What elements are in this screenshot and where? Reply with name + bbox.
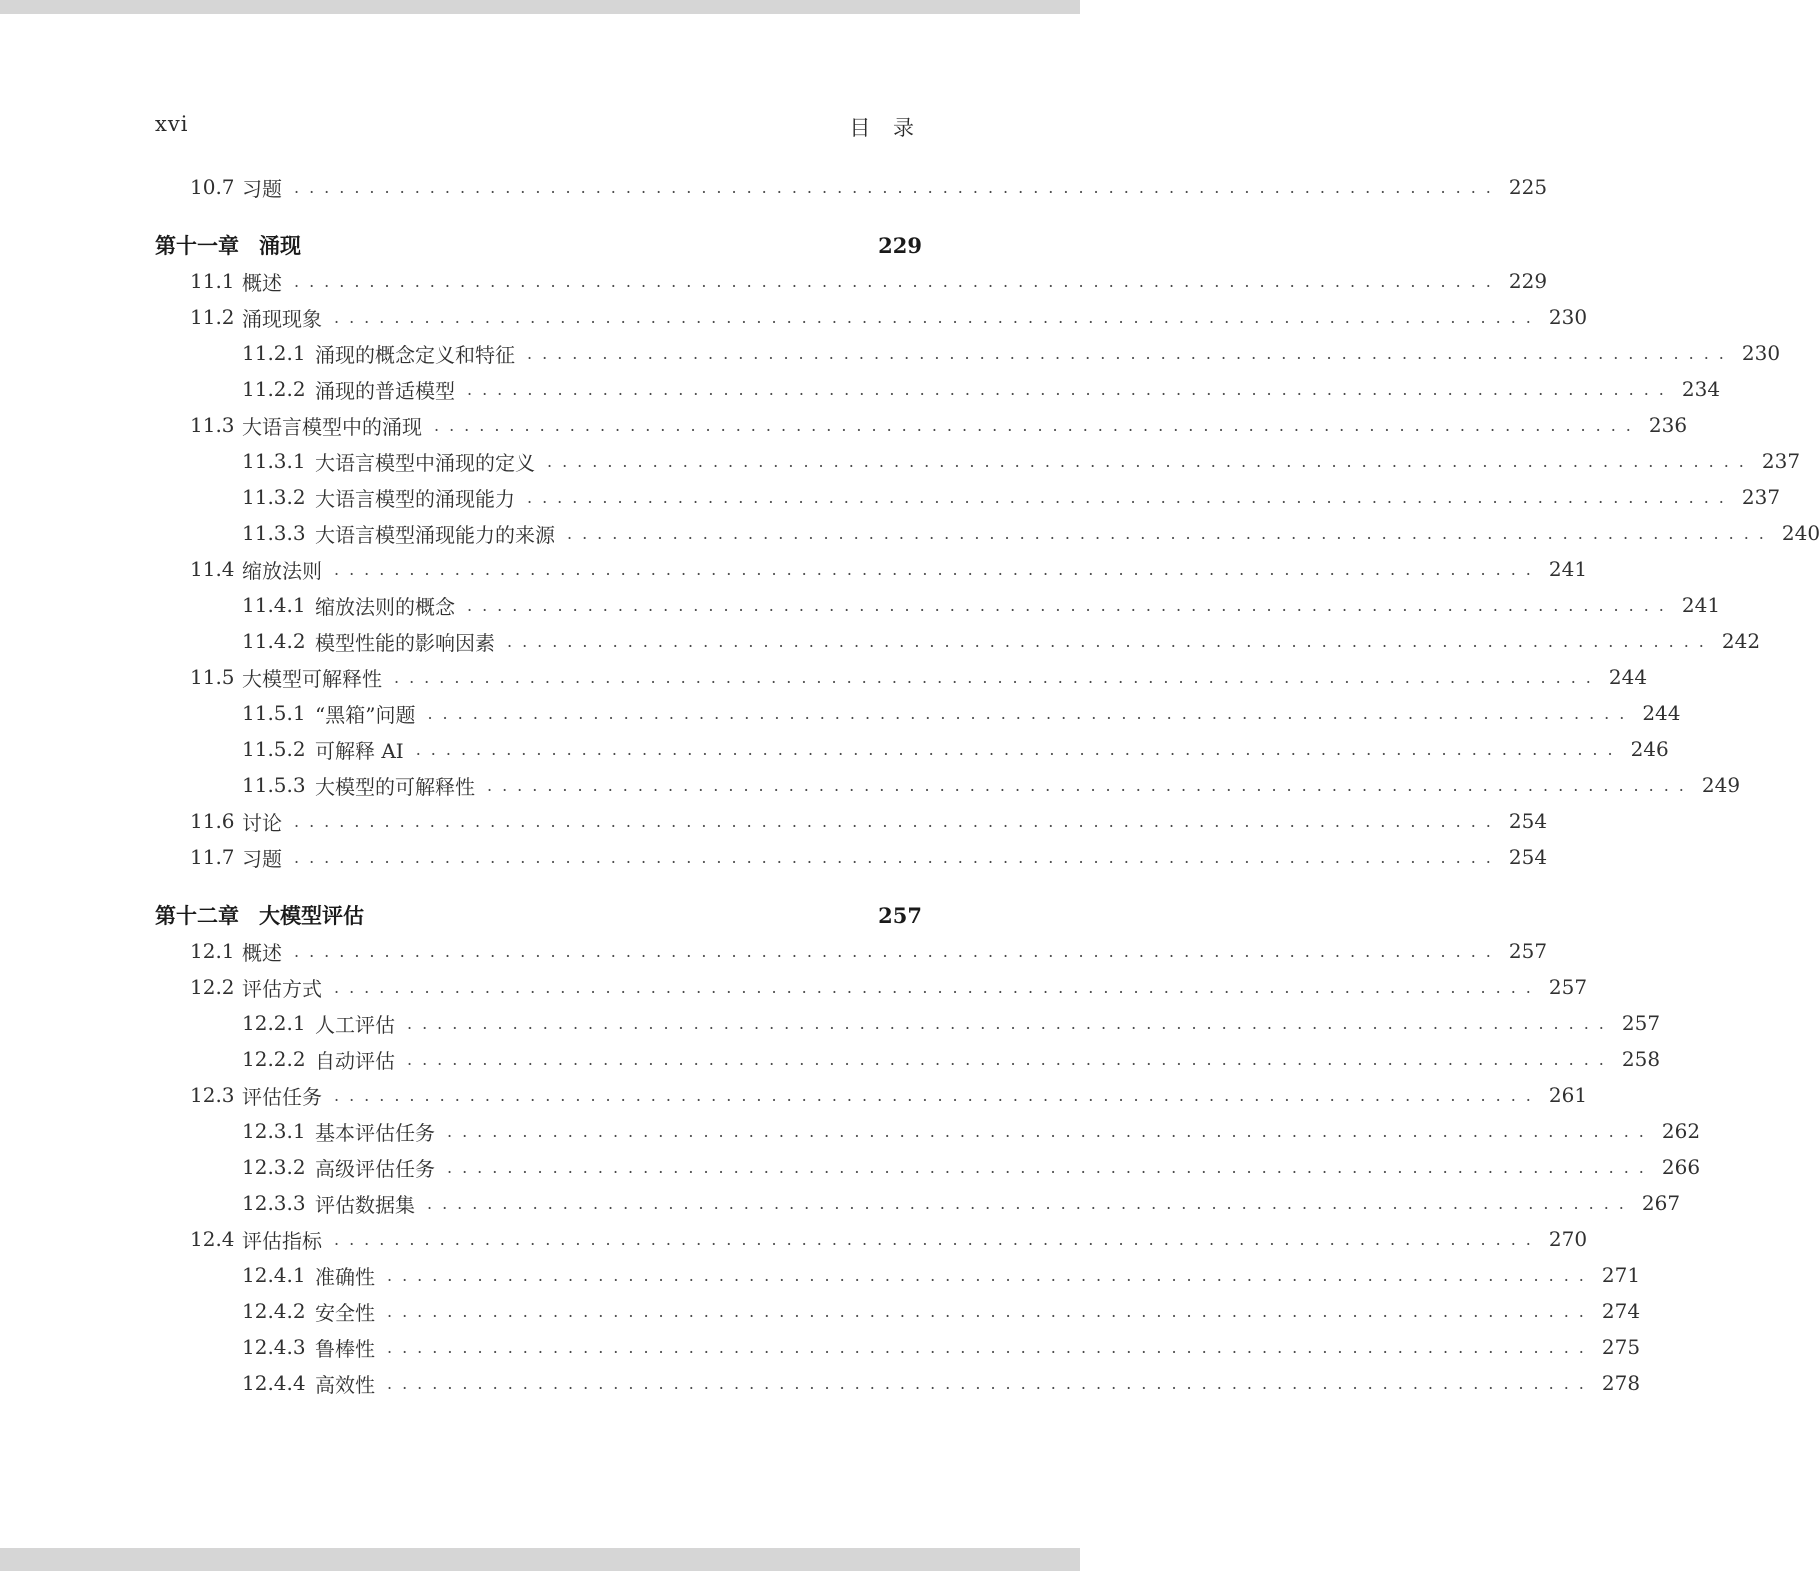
dot-leader: ................................................................................ bbox=[507, 631, 1714, 651]
toc-entry-title: 概述 bbox=[242, 270, 282, 295]
toc-subsection-row[interactable] bbox=[155, 1329, 1641, 1365]
toc-entry-title: 大模型的可解释性 bbox=[315, 774, 475, 799]
toc-page-number: 230 bbox=[1548, 305, 1588, 329]
toc-page-number: 274 bbox=[1601, 1299, 1641, 1323]
dot-leader: ................................................................................ bbox=[387, 1337, 1594, 1357]
toc-subsection-row[interactable] bbox=[155, 1005, 1661, 1041]
toc-subsection-row[interactable] bbox=[155, 371, 1721, 407]
toc-subsection-row[interactable] bbox=[155, 515, 1820, 551]
toc-entry-number: 12.3 bbox=[190, 1083, 235, 1107]
toc-page-number: 230 bbox=[1741, 341, 1781, 365]
toc-page-number: 258 bbox=[1621, 1047, 1661, 1071]
table-of-contents bbox=[155, 169, 1820, 1401]
dot-leader: ................................................................................ bbox=[447, 1157, 1654, 1177]
toc-entry-number: 12.4.3 bbox=[242, 1335, 306, 1359]
dot-leader: ................................................................................ bbox=[334, 977, 1541, 997]
toc-entry-number: 11.2.2 bbox=[242, 377, 306, 401]
toc-entry-title: 大模型可解释性 bbox=[242, 666, 382, 691]
toc-entry-title: 涌现 bbox=[259, 233, 301, 258]
toc-entry-title: 安全性 bbox=[315, 1300, 375, 1325]
toc-page-number: 244 bbox=[1642, 701, 1681, 725]
toc-entry-number: 11.6 bbox=[190, 809, 235, 833]
dot-leader: ................................................................................ bbox=[415, 739, 1623, 759]
toc-entry-title: 准确性 bbox=[315, 1264, 375, 1289]
dot-leader: ................................................................................ bbox=[547, 451, 1754, 471]
toc-page-number: 241 bbox=[1681, 593, 1721, 617]
toc-subsection-row[interactable] bbox=[155, 1149, 1701, 1185]
toc-entry-title: 高级评估任务 bbox=[315, 1156, 435, 1181]
toc-subsection-row[interactable] bbox=[155, 587, 1721, 623]
toc-entry-number: 12.4.1 bbox=[242, 1263, 306, 1287]
toc-entry-number: 第十一章 bbox=[155, 233, 239, 258]
toc-entry-number: 12.3.1 bbox=[242, 1119, 306, 1143]
toc-entry-number: 12.3.2 bbox=[242, 1155, 306, 1179]
toc-subsection-row[interactable] bbox=[155, 767, 1741, 803]
dot-leader: ................................................................................ bbox=[294, 847, 1501, 867]
toc-entry-number: 11.5.3 bbox=[242, 773, 306, 797]
toc-chapter-row[interactable] bbox=[155, 227, 922, 263]
page-number: xvi bbox=[155, 112, 189, 136]
toc-entry-number: 11.3 bbox=[190, 413, 235, 437]
toc-page-number: 236 bbox=[1648, 413, 1688, 437]
toc-entry-title: “黑箱”问题 bbox=[315, 702, 416, 727]
toc-page-number: 237 bbox=[1761, 449, 1801, 473]
toc-subsection-row[interactable] bbox=[155, 731, 1669, 767]
dot-leader: ................................................................................ bbox=[467, 379, 1674, 399]
toc-entry-number: 12.4.4 bbox=[242, 1371, 306, 1395]
toc-section-row[interactable] bbox=[155, 803, 1548, 839]
toc-page-number: 271 bbox=[1601, 1263, 1641, 1287]
toc-subsection-row[interactable] bbox=[155, 1365, 1641, 1401]
toc-page-number: 242 bbox=[1721, 629, 1761, 653]
dot-leader: ................................................................................ bbox=[527, 487, 1734, 507]
dot-leader: ................................................................................ bbox=[294, 811, 1501, 831]
toc-subsection-row[interactable] bbox=[155, 623, 1761, 659]
dot-leader: ................................................................................ bbox=[434, 415, 1641, 435]
toc-entry-number: 第十二章 bbox=[155, 903, 239, 928]
dot-leader: ................................................................................ bbox=[394, 667, 1601, 687]
dot-leader: ................................................................................ bbox=[527, 343, 1734, 363]
toc-entry-title: 评估指标 bbox=[242, 1228, 322, 1253]
dot-leader: ................................................................................ bbox=[334, 1229, 1541, 1249]
toc-entry-number: 11.4.1 bbox=[242, 593, 306, 617]
toc-entry-number: 12.2.1 bbox=[242, 1011, 306, 1035]
toc-entry-number: 12.2 bbox=[190, 975, 235, 999]
toc-section-row[interactable] bbox=[155, 551, 1588, 587]
toc-section-row[interactable] bbox=[155, 659, 1648, 695]
toc-entry-title: 基本评估任务 bbox=[315, 1120, 435, 1145]
toc-page-number: 254 bbox=[1508, 845, 1548, 869]
toc-chapter-row[interactable] bbox=[155, 897, 922, 933]
toc-entry-title: 涌现的普适模型 bbox=[315, 378, 455, 403]
toc-page-number: 261 bbox=[1548, 1083, 1588, 1107]
toc-entry-title: 大语言模型中涌现的定义 bbox=[315, 450, 535, 475]
toc-subsection-row[interactable] bbox=[155, 479, 1781, 515]
toc-entry-title: 讨论 bbox=[242, 810, 282, 835]
toc-entry-number: 11.2 bbox=[190, 305, 235, 329]
toc-entry-title: 大语言模型涌现能力的来源 bbox=[315, 522, 555, 547]
toc-section-row[interactable] bbox=[155, 933, 1548, 969]
toc-page-number: 257 bbox=[878, 902, 922, 928]
dot-leader: ................................................................................ bbox=[334, 1085, 1541, 1105]
toc-page-number: 257 bbox=[1548, 975, 1588, 999]
dot-leader: ................................................................................ bbox=[334, 307, 1541, 327]
dot-leader: ................................................................................ bbox=[407, 1049, 1614, 1069]
bottom-border-band bbox=[0, 1548, 1080, 1571]
dot-leader: ................................................................................ bbox=[467, 595, 1674, 615]
dot-leader: ................................................................................ bbox=[387, 1373, 1594, 1393]
toc-entry-title: 鲁棒性 bbox=[315, 1336, 375, 1361]
toc-entry-title: 习题 bbox=[242, 176, 282, 201]
toc-subsection-row[interactable] bbox=[155, 335, 1781, 371]
toc-entry-title: 评估方式 bbox=[242, 976, 322, 1001]
toc-section-row[interactable] bbox=[155, 407, 1688, 443]
toc-page-number: 229 bbox=[878, 232, 922, 258]
page-header bbox=[155, 112, 922, 142]
toc-section-row[interactable] bbox=[155, 169, 1548, 205]
toc-page-number: 229 bbox=[1508, 269, 1548, 293]
toc-page-number: 225 bbox=[1508, 175, 1548, 199]
toc-entry-title: 模型性能的影响因素 bbox=[315, 630, 495, 655]
dot-leader: ................................................................................ bbox=[447, 1121, 1654, 1141]
toc-section-row[interactable] bbox=[155, 839, 1548, 875]
toc-page-number: 262 bbox=[1661, 1119, 1701, 1143]
toc-entry-title: 高效性 bbox=[315, 1372, 375, 1397]
dot-leader: ................................................................................ bbox=[294, 177, 1501, 197]
toc-section-row[interactable] bbox=[155, 299, 1588, 335]
toc-entry-title: 缩放法则 bbox=[242, 558, 322, 583]
toc-page-number: 278 bbox=[1601, 1371, 1641, 1395]
dot-leader: ................................................................................ bbox=[407, 1013, 1614, 1033]
toc-section-row[interactable] bbox=[155, 1221, 1588, 1257]
toc-subsection-row[interactable] bbox=[155, 1113, 1701, 1149]
toc-entry-number: 11.3.1 bbox=[242, 449, 306, 473]
toc-entry-number: 12.4 bbox=[190, 1227, 235, 1251]
toc-entry-title: 概述 bbox=[242, 940, 282, 965]
dot-leader: ................................................................................ bbox=[387, 1301, 1594, 1321]
toc-entry-title: 评估任务 bbox=[242, 1084, 322, 1109]
toc-entry-title: 自动评估 bbox=[315, 1048, 395, 1073]
top-border-band bbox=[0, 0, 1080, 14]
toc-entry-number: 11.4.2 bbox=[242, 629, 306, 653]
toc-page-number: 257 bbox=[1621, 1011, 1661, 1035]
toc-entry-number: 11.3.3 bbox=[242, 521, 306, 545]
toc-entry-title: 习题 bbox=[242, 846, 282, 871]
toc-page-number: 254 bbox=[1508, 809, 1548, 833]
toc-entry-title: 涌现现象 bbox=[242, 306, 322, 331]
toc-subsection-row[interactable] bbox=[155, 1257, 1641, 1293]
toc-entry-number: 12.3.3 bbox=[242, 1191, 306, 1215]
dot-leader: ................................................................................ bbox=[294, 941, 1501, 961]
toc-entry-title: 大语言模型中的涌现 bbox=[242, 414, 422, 439]
dot-leader: ................................................................................ bbox=[567, 523, 1774, 543]
toc-page-number: 234 bbox=[1681, 377, 1721, 401]
toc-entry-title: 人工评估 bbox=[315, 1012, 395, 1037]
toc-subsection-row[interactable] bbox=[155, 1041, 1661, 1077]
toc-entry-number: 11.2.1 bbox=[242, 341, 306, 365]
toc-page-number: 249 bbox=[1701, 773, 1741, 797]
toc-entry-title: 可解释 AI bbox=[315, 738, 404, 763]
toc-section-row[interactable] bbox=[155, 1077, 1588, 1113]
dot-leader: ................................................................................ bbox=[294, 271, 1501, 291]
toc-entry-number: 11.7 bbox=[190, 845, 235, 869]
toc-page-number: 275 bbox=[1601, 1335, 1641, 1359]
toc-page-number: 267 bbox=[1641, 1191, 1681, 1215]
toc-entry-number: 10.7 bbox=[190, 175, 235, 199]
dot-leader: ................................................................................ bbox=[487, 775, 1694, 795]
toc-subsection-row[interactable] bbox=[155, 695, 1681, 731]
toc-entry-title: 大模型评估 bbox=[259, 903, 364, 928]
dot-leader: ................................................................................ bbox=[334, 559, 1541, 579]
toc-entry-number: 12.4.2 bbox=[242, 1299, 306, 1323]
toc-entry-title: 缩放法则的概念 bbox=[315, 594, 455, 619]
toc-subsection-row[interactable] bbox=[155, 1185, 1681, 1221]
toc-entry-number: 12.2.2 bbox=[242, 1047, 306, 1071]
toc-entry-number: 11.1 bbox=[190, 269, 235, 293]
toc-page-number: 240 bbox=[1781, 521, 1820, 545]
toc-entry-title: 涌现的概念定义和特征 bbox=[315, 342, 515, 367]
toc-page-number: 270 bbox=[1548, 1227, 1588, 1251]
toc-section-row[interactable] bbox=[155, 263, 1548, 299]
toc-page-number: 257 bbox=[1508, 939, 1548, 963]
toc-entry-number: 11.3.2 bbox=[242, 485, 306, 509]
toc-entry-number: 11.5.1 bbox=[242, 701, 306, 725]
dot-leader: ................................................................................ bbox=[387, 1265, 1594, 1285]
dot-leader: ................................................................................ bbox=[427, 1193, 1634, 1213]
toc-page-number: 241 bbox=[1548, 557, 1588, 581]
toc-entry-number: 12.1 bbox=[190, 939, 235, 963]
running-title: 目 录 bbox=[849, 116, 922, 140]
toc-page-number: 266 bbox=[1661, 1155, 1701, 1179]
toc-subsection-row[interactable] bbox=[155, 443, 1801, 479]
toc-section-row[interactable] bbox=[155, 969, 1588, 1005]
toc-entry-number: 11.5.2 bbox=[242, 737, 306, 761]
toc-entry-number: 11.5 bbox=[190, 665, 235, 689]
toc-page-number: 237 bbox=[1741, 485, 1781, 509]
toc-page-number: 246 bbox=[1630, 737, 1669, 761]
toc-page-number: 244 bbox=[1608, 665, 1648, 689]
toc-entry-number: 11.4 bbox=[190, 557, 235, 581]
toc-entry-title: 大语言模型的涌现能力 bbox=[315, 486, 515, 511]
toc-subsection-row[interactable] bbox=[155, 1293, 1641, 1329]
toc-entry-title: 评估数据集 bbox=[315, 1192, 415, 1217]
dot-leader: ................................................................................ bbox=[427, 703, 1635, 723]
